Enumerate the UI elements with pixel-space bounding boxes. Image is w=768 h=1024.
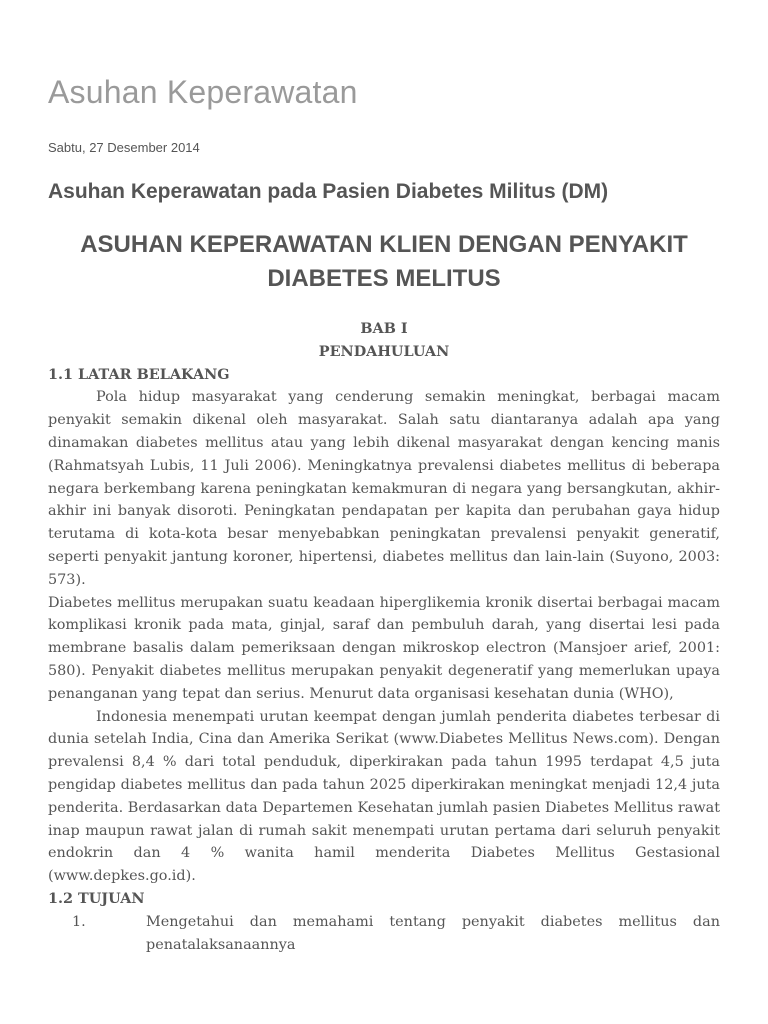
blog-title[interactable]: Asuhan Keperawatan bbox=[48, 74, 358, 110]
list-item bbox=[72, 911, 720, 957]
paragraph: Pola hidup masyarakat yang cenderung semakin meningkat, berbagai macam penyakit semakin dikenal oleh masyarakat. Salah satu diantaranya adalah apa yang dinamakan diabetes mellitus atau yang lebih dikenal masyarakat dengan kencing manis (Rahmatsyah Lubis, 11 Juli 2006). Meningkatnya prevalensi diabetes mellitus di beberapa negara berkembang karena peningkatan kemakmuran di negara yang bersangkutan, akhir-akhir ini banyak disoroti. Peningkatan pendapatan per kapita dan perubahan gaya hidup terutama di kota-kota besar menyebabkan peningkatan prevalensi penyakit generatif, seperti penyakit jantung koroner, hipertensi, diabetes mellitus dan lain-lain (Suyono, 2003: 573). bbox=[48, 389, 720, 588]
list-item-number: 1. bbox=[72, 913, 86, 930]
post-date: Sabtu, 27 Desember 2014 bbox=[48, 140, 200, 155]
section-heading-background: 1.1 LATAR BELAKANG bbox=[48, 365, 230, 383]
document-heading: ASUHAN KEPERAWATAN KLIEN DENGAN PENYAKIT DIABETES MELITUS bbox=[80, 231, 688, 292]
post-body bbox=[48, 318, 720, 956]
list-item-text: Mengetahui dan memahami tentang penyakit diabetes mellitus dan penatalaksanaannya bbox=[146, 913, 720, 953]
chapter-title: PENDAHULUAN bbox=[318, 342, 450, 360]
paragraph: Indonesia menempati urutan keempat dengan jumlah penderita diabetes terbesar di dunia setelah India, Cina dan Amerika Serikat (www.Diabetes Mellitus News.com). Dengan prevalensi 8,4 % dari total penduduk, diperkirakan pada tahun 1995 terdapat 4,5 juta pengidap diabetes mellitus dan pada tahun 2025 diperkirakan meningkat menjadi 12,4 juta penderita. Berdasarkan data Departemen Kesehatan jumlah pasien Diabetes Mellitus rawat inap maupun rawat jalan di rumah sakit menempati urutan pertama dari seluruh penyakit endokrin dan 4 % wanita hamil menderita Diabetes Mellitus Gestasional (www.depkes.go.id). bbox=[48, 708, 720, 885]
paragraph: Diabetes mellitus merupakan suatu keadaan hiperglikemia kronik disertai berbagai macam komplikasi kronik pada mata, ginjal, saraf dan pembuluh darah, yang disertai lesi pada membrane basalis dalam pemeriksaan dengan mikroskop electron (Mansjoer arief, 2001: 580). Penyakit diabetes mellitus merupakan penyakit degeneratif yang memerlukan upaya penanganan yang tepat dan serius. Menurut data organisasi kesehatan dunia (WHO), bbox=[48, 594, 720, 702]
chapter-number: BAB I bbox=[360, 320, 408, 337]
section-heading-goals: 1.2 TUJUAN bbox=[48, 889, 145, 907]
post-title[interactable]: Asuhan Keperawatan pada Pasien Diabetes Militus (DM) bbox=[48, 180, 609, 203]
goals-list bbox=[48, 911, 720, 957]
